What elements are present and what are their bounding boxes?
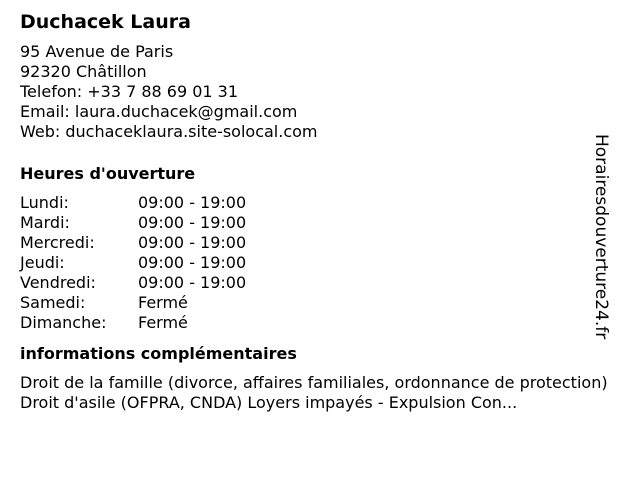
hours-day: Samedi: xyxy=(20,293,86,312)
hours-time: 09:00 - 19:00 xyxy=(138,273,247,292)
hours-time: 09:00 - 19:00 xyxy=(138,213,247,232)
hours-day: Jeudi: xyxy=(20,253,65,272)
business-card xyxy=(20,10,620,413)
hours-time: 09:00 - 19:00 xyxy=(138,193,247,212)
address-street: 95 Avenue de Paris xyxy=(20,42,174,61)
hours-time: 09:00 - 19:00 xyxy=(138,233,247,252)
hours-day: Mardi: xyxy=(20,213,70,232)
hours-table xyxy=(20,193,620,333)
hours-row-friday xyxy=(20,273,620,293)
hours-heading: Heures d'ouverture xyxy=(20,164,196,183)
phone-line: Telefon: +33 7 88 69 01 31 xyxy=(20,82,239,101)
hours-time: Fermé xyxy=(138,313,188,332)
contact-block xyxy=(20,42,620,142)
info-text: Droit de la famille (divorce, affaires familiales, ordonnance de protection) Droit d'asile (OFPRA, CNDA) Loyers impayés - Expulsion Con... xyxy=(20,373,608,412)
hours-row-sunday xyxy=(20,313,620,333)
hours-day: Mercredi: xyxy=(20,233,95,252)
hours-row-tuesday xyxy=(20,213,620,233)
email-line: Email: laura.duchacek@gmail.com xyxy=(20,102,298,121)
hours-row-wednesday xyxy=(20,233,620,253)
hours-day: Lundi: xyxy=(20,193,69,212)
site-watermark: Horairesdouverture24.fr xyxy=(591,134,611,340)
web-line: Web: duchaceklaura.site-solocal.com xyxy=(20,122,318,141)
hours-day: Dimanche: xyxy=(20,313,107,332)
hours-row-thursday xyxy=(20,253,620,273)
hours-time: 09:00 - 19:00 xyxy=(138,253,247,272)
hours-row-monday xyxy=(20,193,620,213)
hours-row-saturday xyxy=(20,293,620,313)
address-city: 92320 Châtillon xyxy=(20,62,147,81)
business-name: Duchacek Laura xyxy=(20,11,191,33)
info-heading: informations complémentaires xyxy=(20,344,297,363)
hours-day: Vendredi: xyxy=(20,273,96,292)
hours-time: Fermé xyxy=(138,293,188,312)
